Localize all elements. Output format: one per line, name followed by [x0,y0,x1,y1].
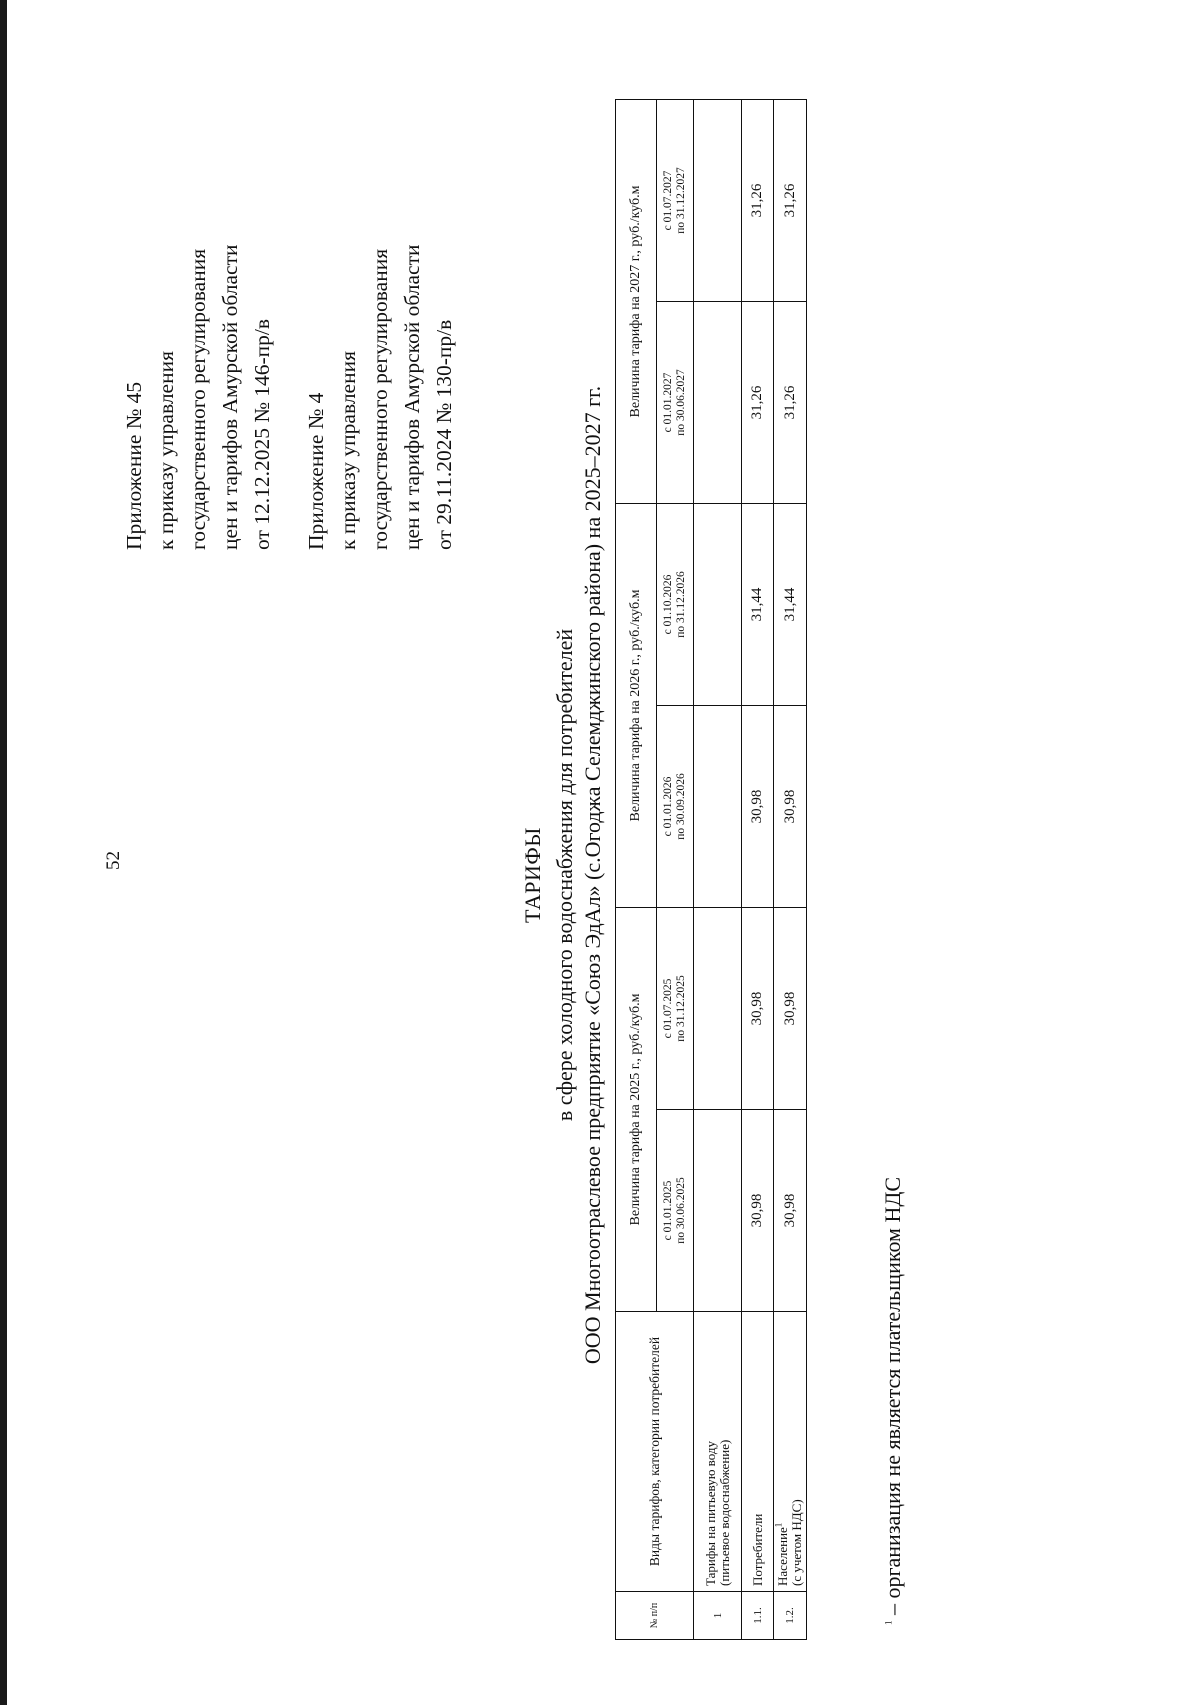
footnote-marker: 1 [883,1620,894,1625]
period-start: с 01.01.2025 [662,1180,674,1241]
period-end: по 30.06.2027 [675,369,687,436]
period-header [657,706,694,908]
tariff-value: 31,26 [774,100,807,302]
period-end: по 31.12.2027 [675,167,687,234]
appendix-line: от 12.12.2025 № 146-пр/в [250,318,274,550]
row-category-line: (питьевое водоснабжение) [716,1439,732,1586]
row-category-line: Потребители [749,1513,765,1586]
appendix-line: цен и тарифов Амурской области [400,244,424,550]
tariff-value: 30,98 [742,908,774,1110]
period-header [657,100,694,302]
table-row [742,100,774,1640]
appendix-line: государственного регулирования [368,248,392,550]
tariff-value: 30,98 [774,706,807,908]
row-category-text: Население [775,1527,790,1586]
tariff-value [694,100,742,302]
footnote-text: – организация не является плательщиком НДС [880,1176,905,1615]
appendix-line: к приказу управления [154,350,178,550]
row-category [774,1312,807,1592]
period-start: с 01.01.2026 [662,776,674,837]
row-number: 1.1. [742,1592,774,1640]
appendix-line: к приказу управления [336,350,360,550]
period-end: по 31.12.2025 [675,975,687,1042]
row-number: 1 [694,1592,742,1640]
table-row [774,100,807,1640]
appendix-block-current [118,244,278,550]
tariff-value [694,1110,742,1312]
period-header [657,302,694,504]
tariff-value: 30,98 [774,908,807,1110]
period-end: по 30.09.2026 [675,773,687,840]
row-category-line: Тарифы на питьевую воду [702,1441,718,1586]
period-start: с 01.10.2026 [662,574,674,635]
tariff-value: 31,26 [742,302,774,504]
period-header [657,1110,694,1312]
tariff-value [694,706,742,908]
appendix-line: Приложение № 4 [304,392,328,550]
row-category [742,1312,774,1592]
column-header-category: Виды тарифов, категории потребителей [616,1312,694,1592]
table-row [694,100,742,1640]
period-start: с 01.07.2027 [662,170,674,231]
page-number: 52 [103,851,124,870]
row-category [694,1312,742,1592]
period-start: с 01.07.2025 [662,978,674,1039]
row-category-line: (с учетом НДС) [789,1499,804,1586]
period-header [657,908,694,1110]
tariff-table [615,99,807,1640]
appendix-block-previous [300,244,460,550]
period-end: по 30.06.2025 [675,1177,687,1244]
period-end: по 31.12.2026 [675,571,687,638]
tariff-value: 31,44 [742,504,774,706]
document-organization: ООО Многоотраслевое предприятие «Союз ЭдАл» (с.Огоджа Селемджинского района) на 2025–2027 гг. [580,385,605,1365]
document-title: ТАРИФЫ [520,827,545,923]
tariff-value: 31,26 [742,100,774,302]
row-category-line [773,1317,790,1586]
appendix-line: цен и тарифов Амурской области [218,244,242,550]
tariff-value: 31,44 [774,504,807,706]
year-group-header-2025: Величина тарифа на 2025 г., руб./куб.м [616,908,657,1312]
period-start: с 01.01.2027 [662,372,674,433]
appendix-line: государственного регулирования [186,248,210,550]
period-header [657,504,694,706]
tariff-value: 31,26 [774,302,807,504]
row-number: 1.2. [774,1592,807,1640]
tariff-value [694,504,742,706]
year-group-header-2026: Величина тарифа на 2026 г., руб./куб.м [616,504,657,908]
tariff-value [694,908,742,1110]
footnote [880,1177,906,1625]
column-header-number: № п/п [616,1592,694,1640]
document-subtitle: в сфере холодного водоснабжения для потребителей [552,628,577,1122]
footnote-reference: 1 [773,1522,784,1528]
tariff-value: 30,98 [742,1110,774,1312]
year-group-header-2027: Величина тарифа на 2027 г., руб./куб.м [616,100,657,504]
appendix-line: от 29.11.2024 № 130-пр/в [432,319,456,550]
tariff-value [694,302,742,504]
tariff-value: 30,98 [774,1110,807,1312]
tariff-value: 30,98 [742,706,774,908]
appendix-line: Приложение № 45 [122,381,146,550]
